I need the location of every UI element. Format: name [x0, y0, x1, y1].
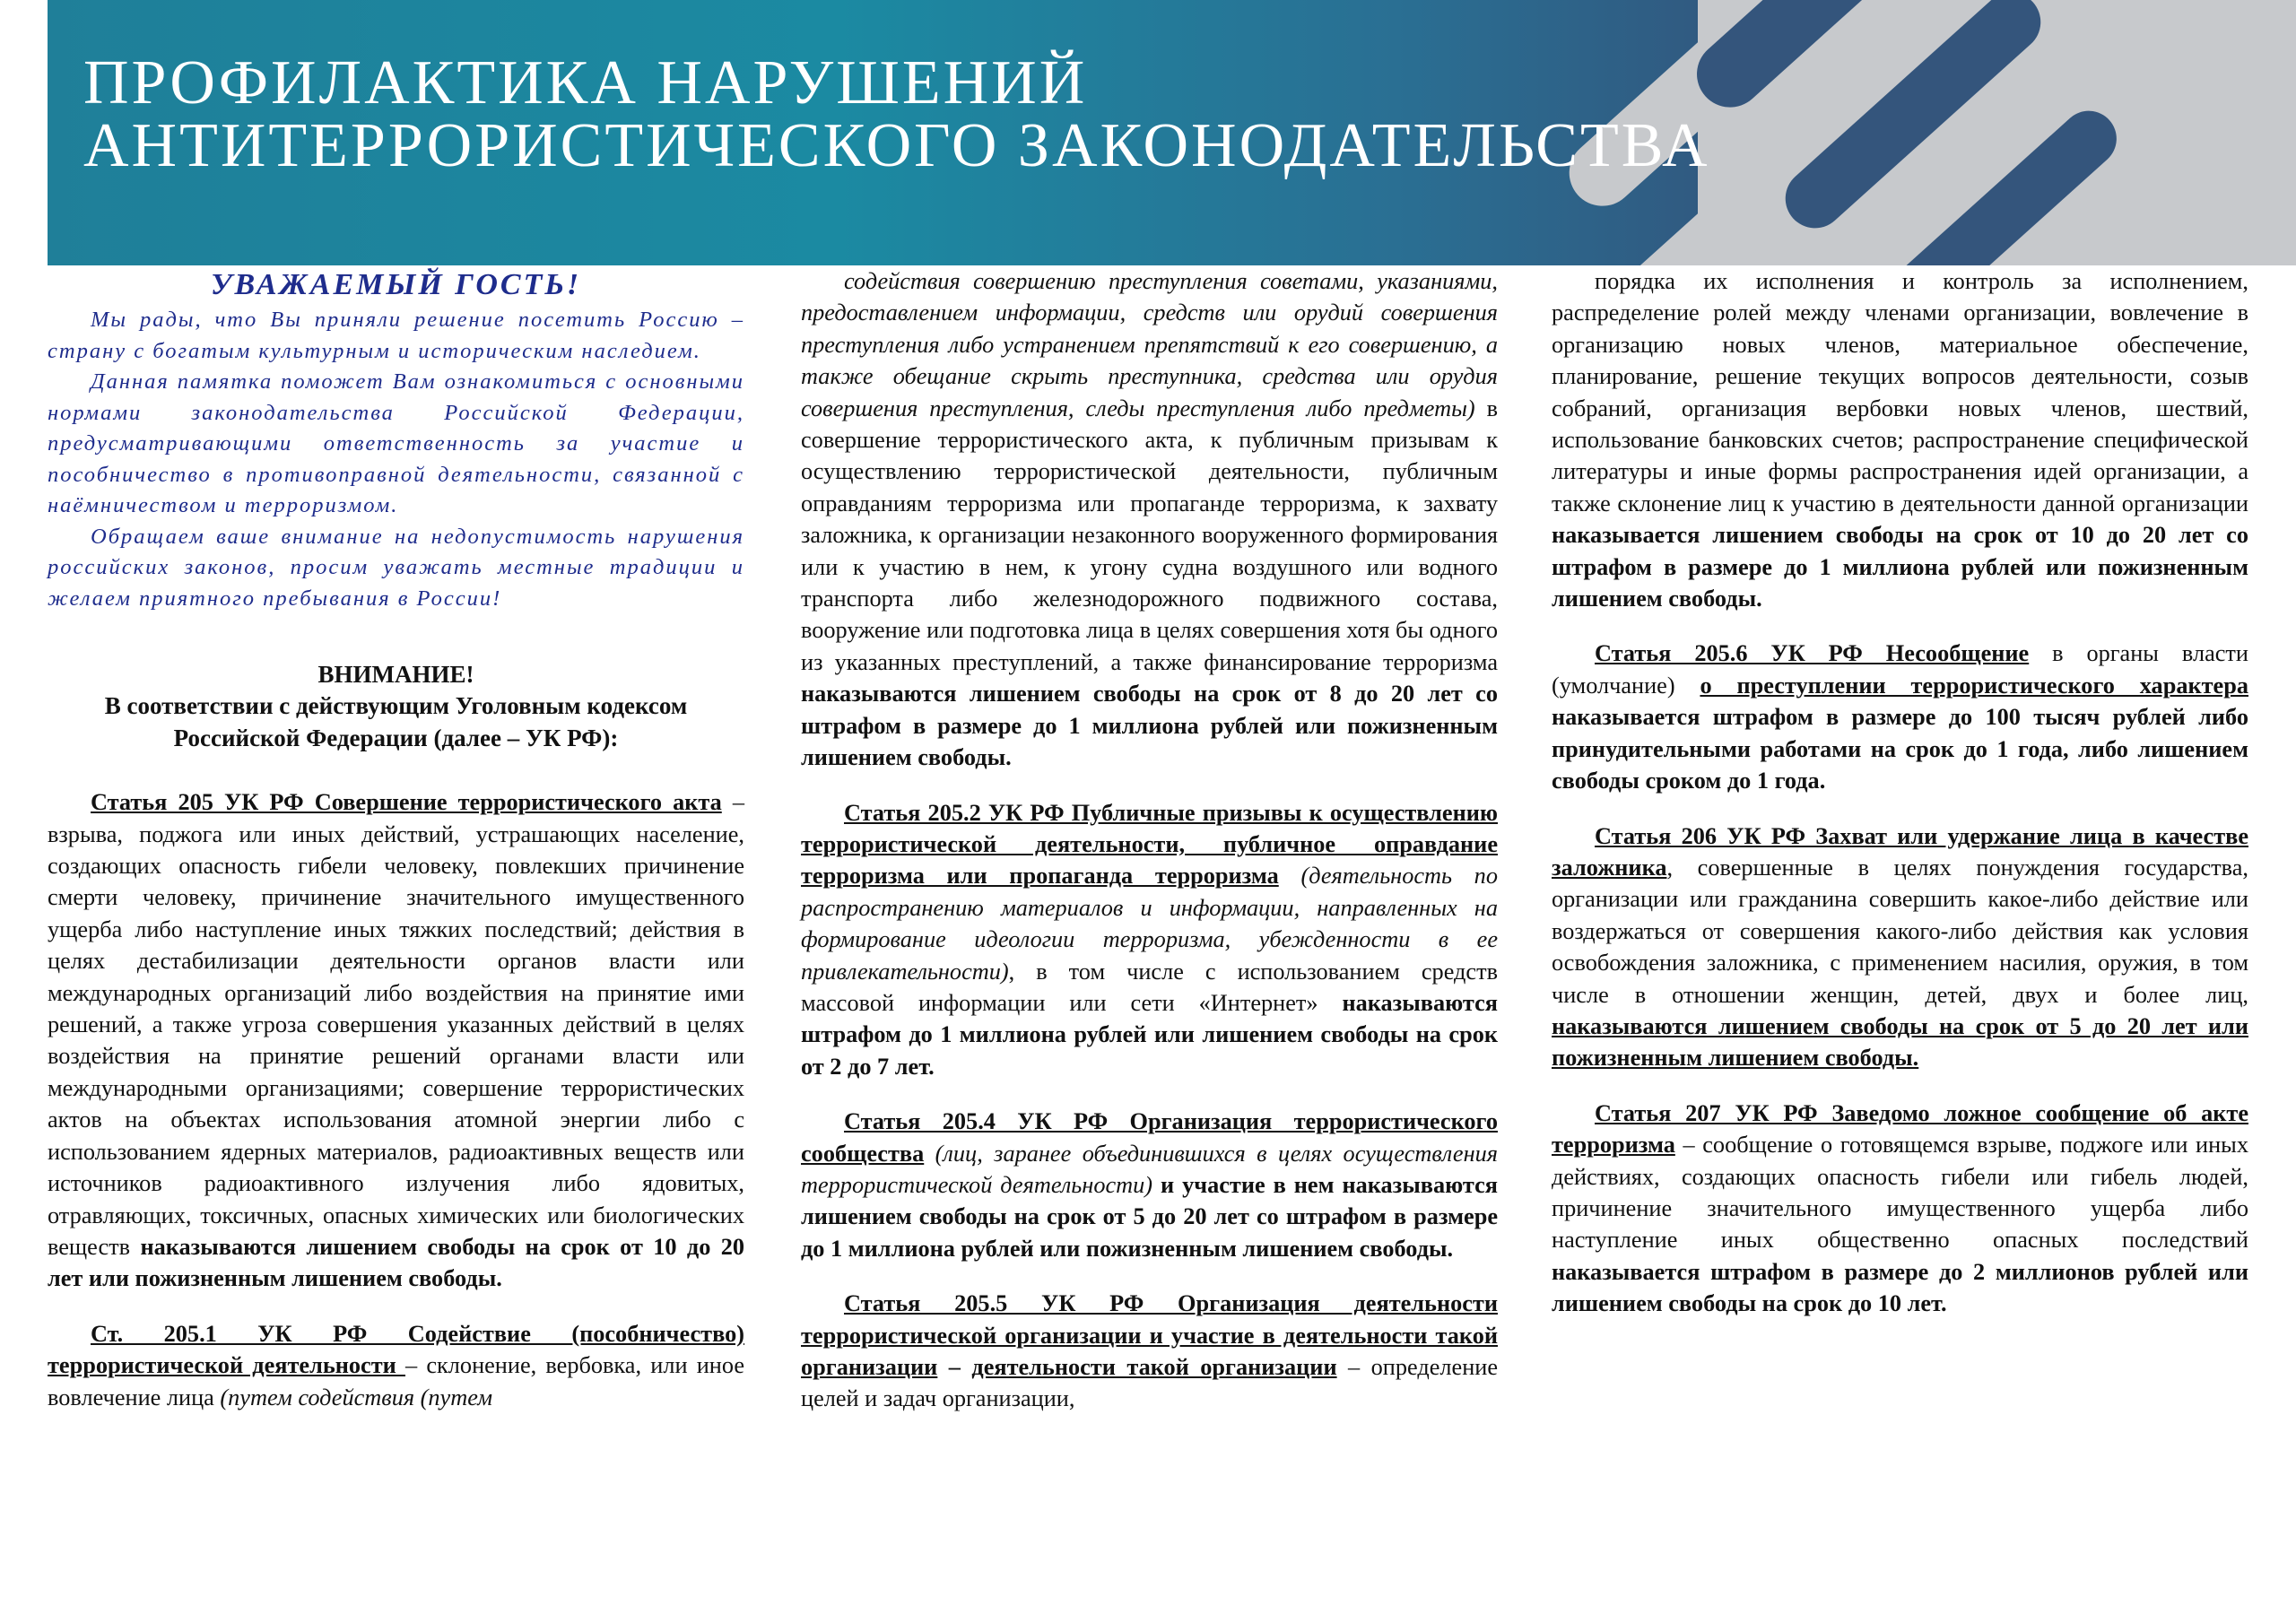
- article-title: Статья 205.2 УК РФ Публичные призывы к осуществлению террористической деятельности, публичное оправдание терроризма или пропаганда терроризма: [801, 799, 1498, 890]
- article-dash: –: [937, 1354, 972, 1380]
- article-205-5: [801, 1288, 1498, 1415]
- header-banner: [48, 0, 2296, 265]
- article-205-5-continued: [1552, 265, 2248, 614]
- article-italic-text: (деятельность по распространению материалов и информации, направленных на формирование идеологии терроризма, убежденности в ее привлекательности): [801, 863, 1498, 985]
- article-205-6: [1552, 638, 2248, 796]
- article-205-1-continued: [801, 265, 1498, 774]
- article-205-4: [801, 1106, 1498, 1264]
- article-title: Статья 205.5 УК РФ Организация деятельности террористической организации и участие в деятельности такой организации: [801, 1290, 1498, 1380]
- article-title-part-2: о преступлении террористического характера: [1700, 672, 2248, 699]
- greeting-paragraph: Мы рады, что Вы приняли решение посетить Россию – страну с богатым культурным и историческим наследием.: [48, 308, 744, 363]
- article-title: Статья 205.4 УК РФ Организация террористического сообщества: [801, 1108, 1498, 1167]
- page-title-line-2: АНТИТЕРРОРИСТИЧЕСКОГО ЗАКОНОДАТЕЛЬСТВА: [83, 111, 1710, 180]
- article-penalty: наказывается лишением свободы на срок от 10 до 20 лет со штрафом в размере до 1 миллиона рублей или пожизненным лишением свободы.: [1552, 522, 2248, 612]
- article-205: [48, 786, 744, 1295]
- article-text: , совершенные в целях понуждения государства, организации или гражданина совершить какое-либо действие или воздержаться от совершения какого-либо действия как условия освобождения заложника, с применением насилия, оружия, в том числе в отношении женщин, детей, двух и более лиц,: [1552, 854, 2248, 1008]
- article-title: Ст. 205.1 УК РФ Содействие (пособничество) террористической деятельности: [48, 1320, 744, 1379]
- article-text: порядка их исполнения и контроль за исполнением, распределение ролей между членами организации, вовлечение в организацию новых членов, материальное обеспечение, планирование, решение текущих вопросов деятельности, созыв собраний, организация вербовки новых членов, шествий, использование банковских счетов; распространение специфической литературы и иные формы распространения идей организации, а также склонение лиц к участию в деятельности данной организации: [1552, 268, 2248, 516]
- article-italic-text: (путем содействия (путем: [220, 1384, 493, 1410]
- article-penalty: наказывается штрафом в размере до 2 миллионов рублей или лишением свободы на срок до 10 лет.: [1552, 1258, 2248, 1317]
- attention-subheading: В соответствии с действующим Уголовным кодексом Российской Федерации (далее – УК РФ):: [104, 692, 688, 751]
- article-penalty: наказывается штрафом в размере до 100 тысяч рублей либо принудительными работами на срок до 1 года, либо лишением свободы сроком до 1 года.: [1552, 704, 2248, 794]
- article-penalty: наказываются лишением свободы на срок от 5 до 20 лет или пожизненным лишением свободы.: [1552, 1012, 2248, 1072]
- greeting-section: [48, 265, 744, 614]
- column-3: [1552, 265, 2248, 1320]
- article-penalty: наказываются лишением свободы на срок от 8 до 20 лет со штрафом в размере до 1 миллиона рублей или пожизненным лишением свободы.: [801, 681, 1498, 771]
- attention-notice: [48, 659, 744, 754]
- column-1: [48, 265, 744, 1413]
- article-205-2: [801, 797, 1498, 1083]
- article-penalty: наказываются лишением свободы на срок от 10 до 20 лет или пожизненным лишением свободы.: [48, 1233, 744, 1292]
- attention-heading: ВНИМАНИЕ!: [317, 661, 474, 688]
- article-text: – взрыва, поджога или иных действий, устрашающих население, создающих опасность гибели человеку, повлекших причинение смерти человеку, причинение значительного имущественного ущерба либо наступление иных тяжких последствий; действия в целях дестабилизации деятельности органов власти или международных организаций либо воздействия на принятие ими решений, а также угроза совершения указанных действий в целях воздействия на принятие решений органами власти или международными организациями; совершение террористических актов на объектах использования атомной энергии либо с использованием ядерных материалов, радиоактивных веществ или источников радиоактивного излучения либо ядовитых, отравляющих, токсичных, опасных химических или биологических веществ: [48, 789, 744, 1260]
- article-italic-text: (лиц, заранее объединившихся в целях осуществления террористической деятельности): [801, 1140, 1498, 1198]
- article-text: в совершение террористического акта, к публичным призывам к осуществлению террористической деятельности, публичным оправданиям терроризма или пропаганде терроризма, к захвату заложника, к организации незаконного вооруженного формирования или к участию в нем, к угону судна воздушного или водного транспорта либо железнодорожного подвижного состава, вооружение или подготовка лица в целях совершения хотя бы одного из указанных преступлений, а также финансирование терроризма: [801, 395, 1498, 675]
- article-205-1: [48, 1318, 744, 1413]
- article-text: , в том числе с использованием средств массовой информации или сети «Интернет»: [801, 958, 1498, 1016]
- greeting-paragraph: Данная памятка поможет Вам ознакомиться с основными нормами законодательства Российской Федерации, предусматривающими ответственность за участие и пособничество в противоправной деятельности, связанной с наёмничеством и терроризмом.: [48, 369, 744, 517]
- article-title-part-2: деятельности такой организации: [971, 1354, 1337, 1380]
- article-206: [1552, 820, 2248, 1074]
- article-title: Статья 205 УК РФ Совершение террористического акта: [91, 789, 722, 816]
- article-title: Статья 206 УК РФ Захват или удержание лица в качестве заложника: [1552, 822, 2248, 881]
- article-text: – определение целей и задач организации,: [801, 1354, 1499, 1412]
- article-title: Статья 207 УК РФ Заведомо ложное сообщение об акте терроризма: [1552, 1099, 2248, 1159]
- page-title-line-1: ПРОФИЛАКТИКА НАРУШЕНИЙ: [83, 48, 1088, 117]
- page-title: [83, 48, 1710, 180]
- article-207: [1552, 1098, 2248, 1320]
- greeting-paragraph: Обращаем ваше внимание на недопустимость нарушения российских законов, просим уважать местные традиции и желаем приятного пребывания в России!: [48, 524, 744, 611]
- article-title: Статья 205.6 УК РФ Несообщение: [1595, 640, 2030, 667]
- article-penalty: и участие в нем наказываются лишением свободы на срок от 5 до 20 лет со штрафом в размере до 1 миллиона рублей или пожизненным лишением свободы.: [801, 1171, 1498, 1262]
- greeting-title: УВАЖАЕМЫЙ ГОСТЬ!: [210, 268, 582, 301]
- article-penalty: наказываются штрафом до 1 миллиона рублей или лишением свободы на срок от 2 до 7 лет.: [801, 989, 1498, 1080]
- article-text: в органы власти (умолчание): [1552, 640, 2248, 699]
- article-text: – сообщение о готовящемся взрыве, поджоге или иных действиях, создающих опасность гибели или гибель людей, причинение значительного имущественного ущерба либо наступление иных общественно опасных последствий: [1552, 1132, 2248, 1254]
- article-text: – склонение, вербовка, или иное вовлечение лица: [48, 1352, 744, 1410]
- column-2: [801, 265, 1498, 1415]
- article-italic-text: содействия совершению преступления советами, указаниями, предоставлением информации, средств или орудий совершения преступления либо устранением препятствий к его совершению, а также обещание скрыть преступника, средства или орудия совершения преступления, следы преступления либо предметы): [801, 268, 1498, 421]
